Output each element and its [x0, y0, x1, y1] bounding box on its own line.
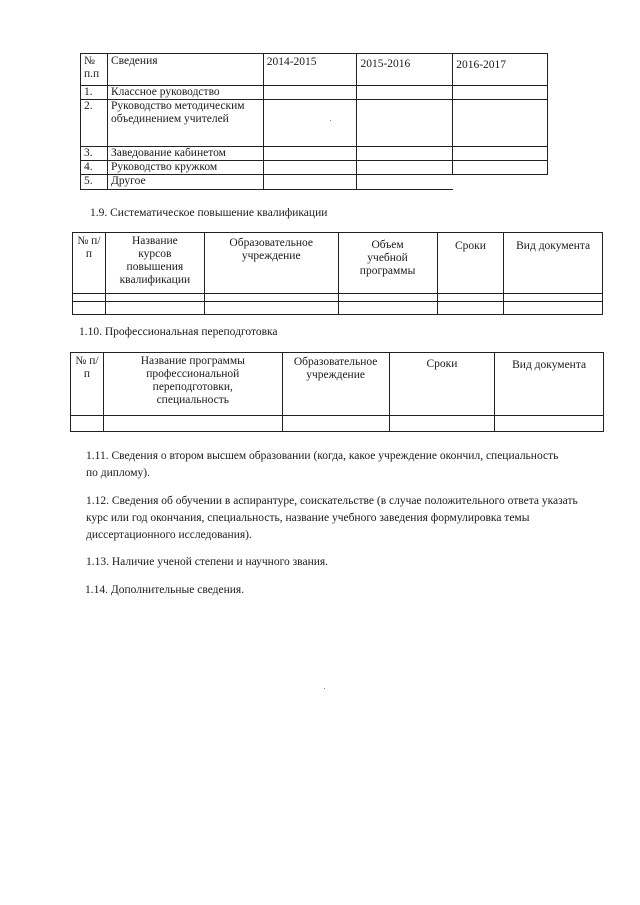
paragraph-1-14: 1.14. Дополнительные сведения.: [85, 584, 245, 596]
header-cell-document-type: Вид документа: [504, 233, 603, 294]
row-number: 2.: [81, 100, 108, 147]
header-cell-course-name: Название курсов повышения квалификации: [105, 233, 204, 294]
table-row: [81, 86, 548, 100]
row-number: 4.: [81, 161, 108, 175]
header-cell-dates: Сроки: [389, 353, 495, 416]
row-number: 1.: [81, 86, 108, 100]
table-row: [73, 294, 603, 302]
scan-speck: [330, 120, 331, 121]
row-label: Руководство методическим объединением учителей: [107, 100, 263, 147]
table-row: [71, 416, 604, 432]
paragraph-1-11: 1.11. Сведения о втором высшем образовании (когда, какое учреждение окончил, специальность по диплому).: [86, 450, 559, 479]
header-cell-year-3: 2016-2017: [453, 54, 548, 86]
paragraph-1-12: 1.12. Сведения об обучении в аспирантуре, соискательстве (в случае положительного ответа указать курс или год окончания, специальность, название учебного заведения формулировка темы диссертационного исследования).: [86, 495, 578, 541]
retraining-table: [70, 352, 604, 432]
section-title-1-9: 1.9. Систематическое повышение квалификации: [90, 207, 328, 219]
table-row: [81, 100, 548, 147]
header-cell-document-type: Вид документа: [495, 353, 604, 416]
row-label: Другое: [107, 175, 263, 190]
header-cell-program-name: Название программы профессиональной переподготовки, специальность: [103, 353, 282, 416]
header-cell-num: № п/п: [71, 353, 104, 416]
qualification-table: [72, 232, 603, 315]
scan-speck: [324, 688, 325, 689]
header-cell-year-1: 2014-2015: [263, 54, 357, 86]
header-cell-num: № п/п: [73, 233, 106, 294]
header-cell-year-2: 2015-2016: [357, 54, 453, 86]
header-cell-info: Сведения: [107, 54, 263, 86]
row-label: Классное руководство: [107, 86, 263, 100]
table-row: [81, 175, 548, 190]
paragraph-1-13: 1.13. Наличие ученой степени и научного звания.: [86, 556, 329, 568]
table-header-row: [73, 233, 603, 294]
table-row: [73, 302, 603, 315]
section-title-1-10: 1.10. Профессиональная переподготовка: [79, 326, 278, 338]
table-header-row: [81, 54, 548, 86]
row-label: Руководство кружком: [107, 161, 263, 175]
row-number: 5.: [81, 175, 108, 190]
table-row: [81, 147, 548, 161]
duties-table: [80, 53, 548, 190]
table-row: [81, 161, 548, 175]
header-cell-institution: Образовательное учреждение: [282, 353, 389, 416]
header-cell-institution: Образовательное учреждение: [204, 233, 338, 294]
header-cell-program-volume: Объем учебной программы: [338, 233, 437, 294]
header-cell-dates: Сроки: [437, 233, 504, 294]
table-header-row: [71, 353, 604, 416]
row-number: 3.: [81, 147, 108, 161]
header-cell-num: № п.п: [81, 54, 108, 86]
row-label: Заведование кабинетом: [107, 147, 263, 161]
